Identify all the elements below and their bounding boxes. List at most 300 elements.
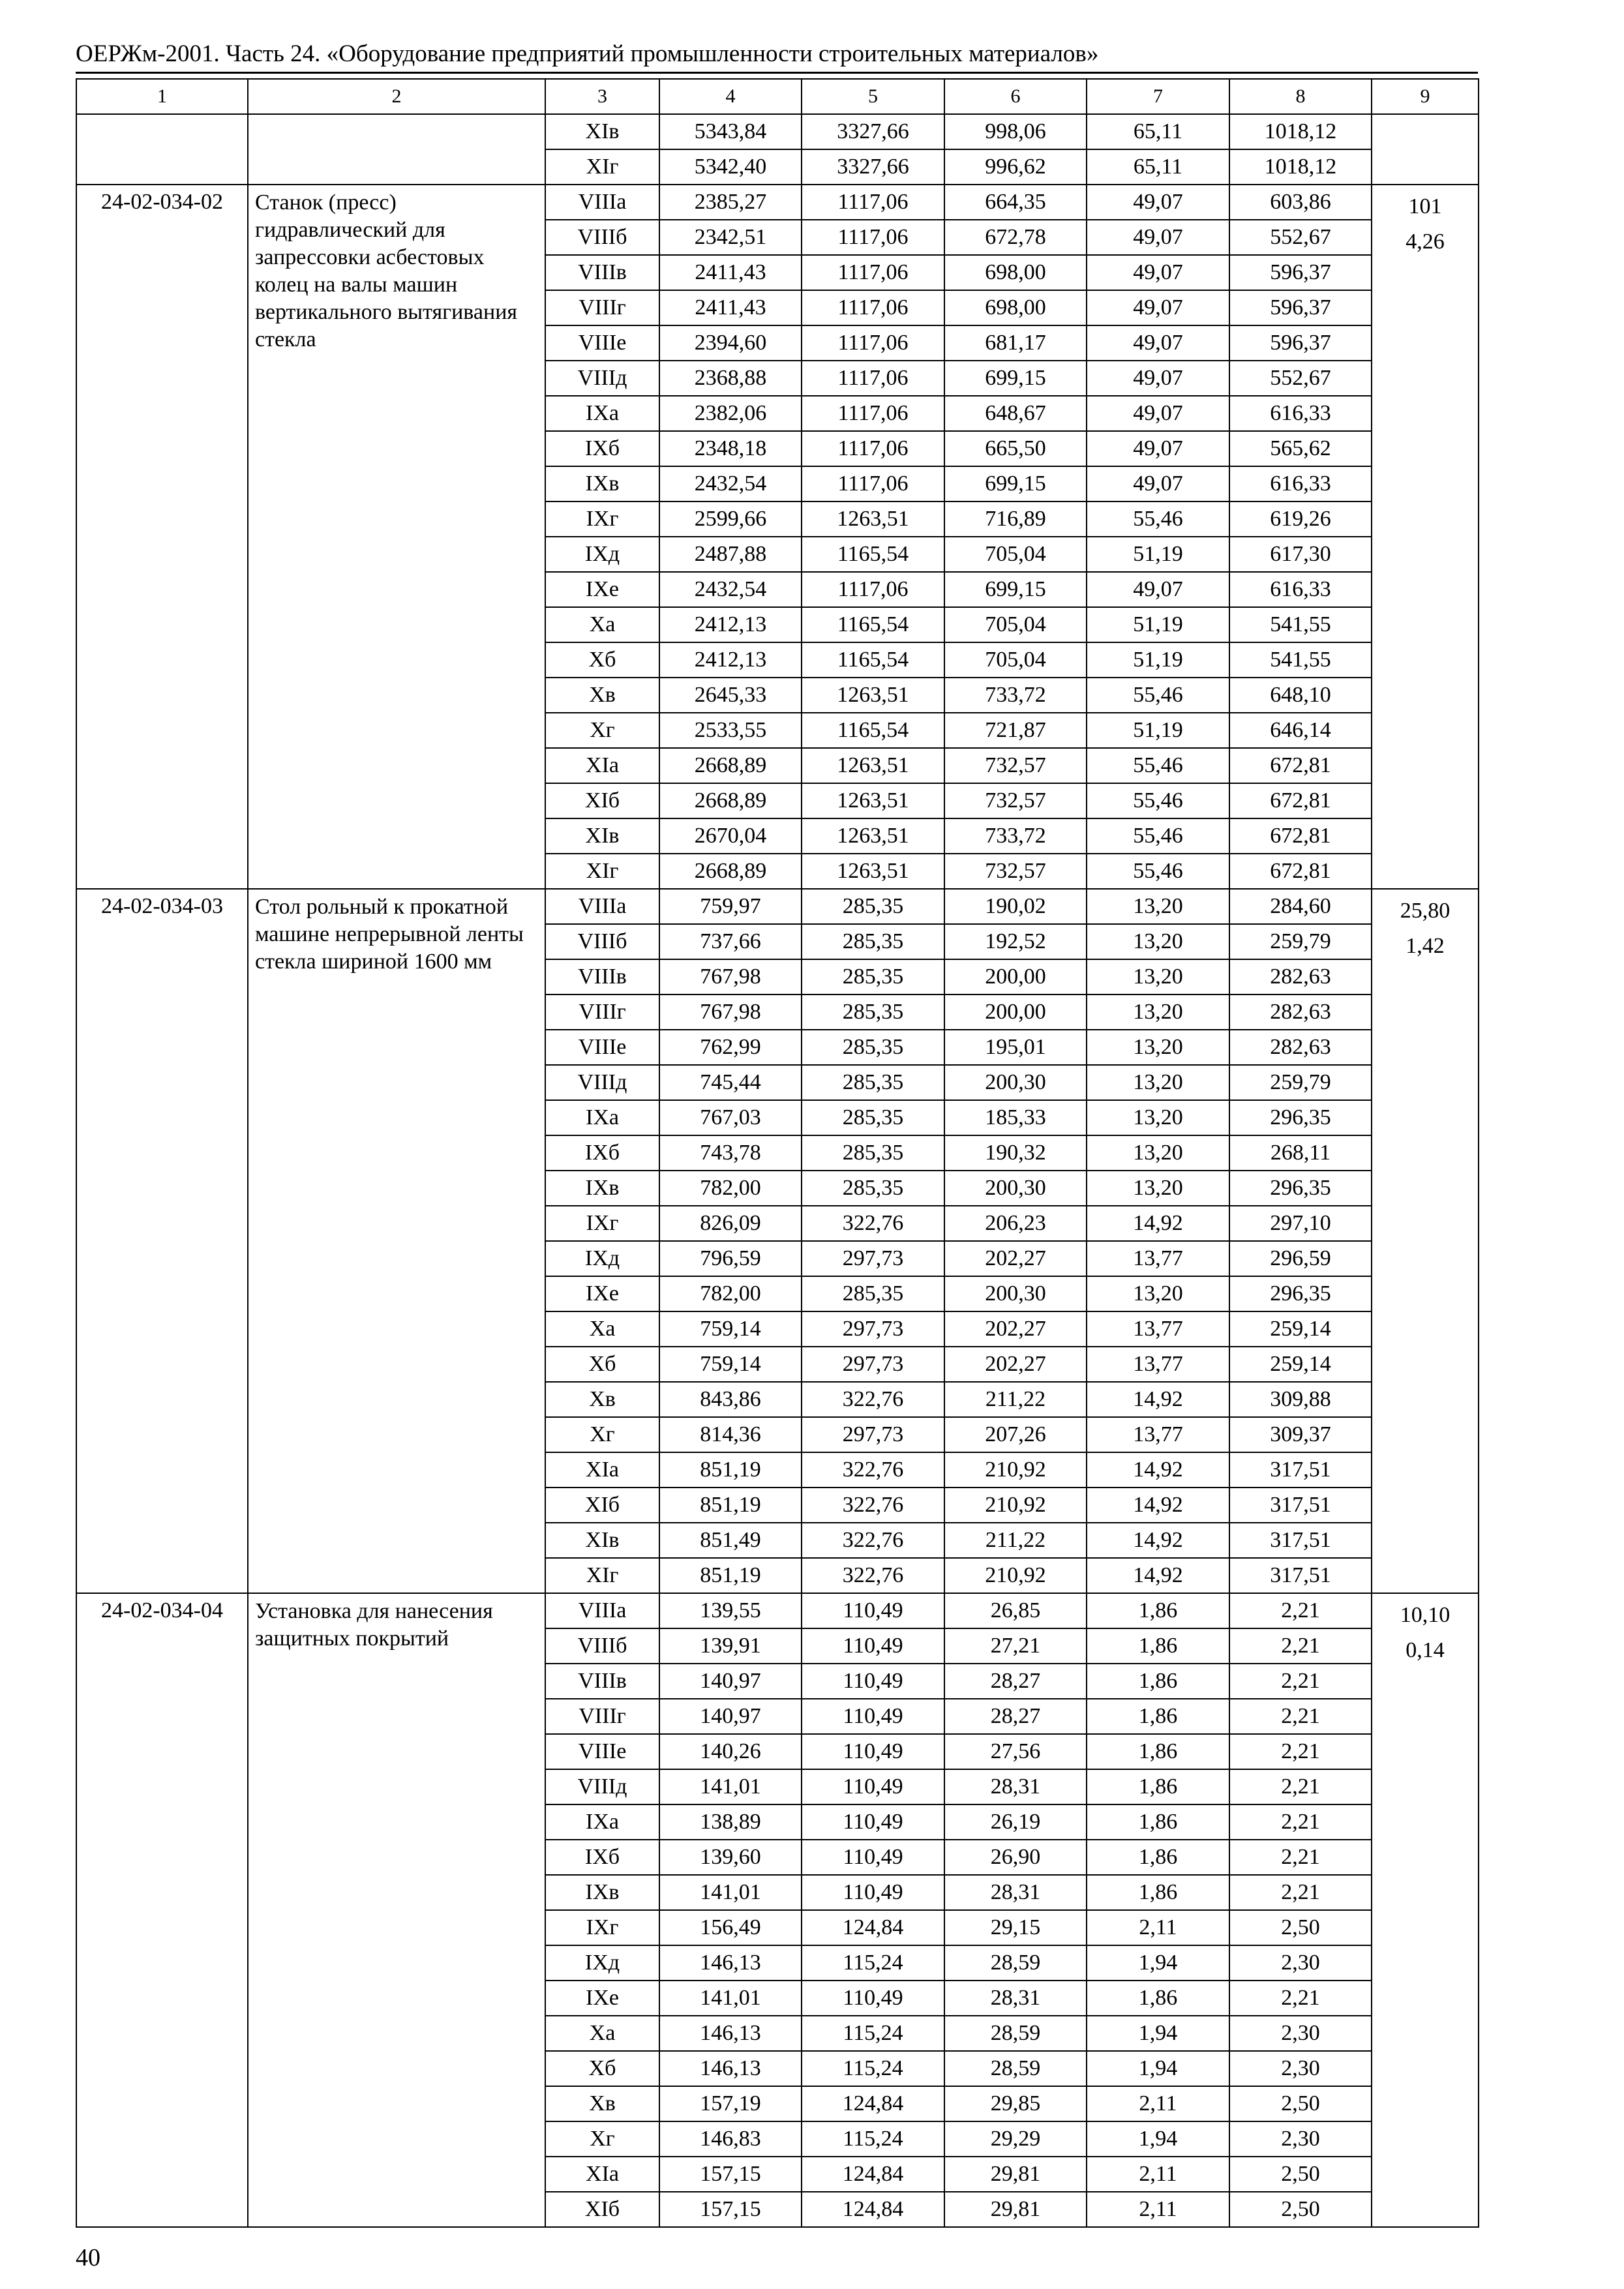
zone-cell: VIIIе: [545, 1734, 659, 1769]
value-cell: 5343,84: [659, 114, 802, 149]
zone-cell: VIIIг: [545, 1699, 659, 1734]
value-cell: 309,88: [1229, 1382, 1372, 1417]
value-cell: 767,98: [659, 995, 802, 1030]
value-cell: 2668,89: [659, 783, 802, 818]
value-cell: 1,86: [1087, 1804, 1229, 1840]
value-cell: 1,86: [1087, 1664, 1229, 1699]
zone-cell: Xг: [545, 713, 659, 748]
value-cell: 699,15: [944, 466, 1087, 501]
value-cell: 297,73: [802, 1417, 944, 1452]
value-cell: 13,20: [1087, 1100, 1229, 1135]
zone-cell: XIб: [545, 1488, 659, 1523]
value-cell: 1,86: [1087, 1734, 1229, 1769]
value-cell: 2487,88: [659, 537, 802, 572]
value-cell: 2412,13: [659, 642, 802, 678]
value-cell: 49,07: [1087, 325, 1229, 361]
zone-cell: XIв: [545, 818, 659, 854]
value-cell: 616,33: [1229, 466, 1372, 501]
value-cell: 2,50: [1229, 1910, 1372, 1945]
value-cell: 13,20: [1087, 1030, 1229, 1065]
zone-cell: XIа: [545, 2157, 659, 2192]
zone-cell: IXв: [545, 1875, 659, 1910]
zone-cell: XIа: [545, 748, 659, 783]
value-cell: 297,73: [802, 1311, 944, 1347]
value-cell: 55,46: [1087, 854, 1229, 889]
value-cell: 5342,40: [659, 149, 802, 185]
zone-cell: Xг: [545, 2121, 659, 2157]
value-cell: 110,49: [802, 1875, 944, 1910]
value-cell: 124,84: [802, 2086, 944, 2121]
zone-cell: VIIIв: [545, 255, 659, 290]
value-cell: 1,94: [1087, 2016, 1229, 2051]
value-cell: 2668,89: [659, 854, 802, 889]
value-cell: 285,35: [802, 1100, 944, 1135]
zone-cell: IXб: [545, 1135, 659, 1171]
value-cell: 1263,51: [802, 501, 944, 537]
value-cell: 2412,13: [659, 607, 802, 642]
column-9-values: [1372, 889, 1479, 1593]
value-cell: 672,81: [1229, 748, 1372, 783]
value-cell: 2,50: [1229, 2157, 1372, 2192]
zone-cell: IXд: [545, 1241, 659, 1276]
zone-cell: IXе: [545, 1276, 659, 1311]
value-cell: 26,90: [944, 1840, 1087, 1875]
value-cell: 297,10: [1229, 1206, 1372, 1241]
value-cell: 115,24: [802, 2051, 944, 2086]
zone-cell: IXв: [545, 466, 659, 501]
value-cell: 3327,66: [802, 149, 944, 185]
value-cell: 110,49: [802, 1664, 944, 1699]
zone-cell: VIIIд: [545, 1769, 659, 1804]
value-cell: 552,67: [1229, 361, 1372, 396]
value-cell: 851,19: [659, 1488, 802, 1523]
value-cell: 552,67: [1229, 220, 1372, 255]
value-cell: 28,59: [944, 1945, 1087, 1981]
value-cell: 202,27: [944, 1311, 1087, 1347]
value-cell: 49,07: [1087, 185, 1229, 220]
value-cell: 297,73: [802, 1347, 944, 1382]
value-cell: 285,35: [802, 1171, 944, 1206]
zone-cell: Xб: [545, 2051, 659, 2086]
value-cell: 646,14: [1229, 713, 1372, 748]
value-cell: 851,19: [659, 1558, 802, 1593]
value-cell: 2342,51: [659, 220, 802, 255]
value-cell: 1018,12: [1229, 149, 1372, 185]
value-cell: 211,22: [944, 1382, 1087, 1417]
value-cell: 1263,51: [802, 818, 944, 854]
value-cell: 200,30: [944, 1171, 1087, 1206]
value-cell: 648,67: [944, 396, 1087, 431]
column-9-value: 25,80: [1400, 899, 1451, 923]
value-cell: 2533,55: [659, 713, 802, 748]
value-cell: 28,27: [944, 1699, 1087, 1734]
value-cell: 2,50: [1229, 2192, 1372, 2227]
value-cell: 317,51: [1229, 1452, 1372, 1488]
equipment-name: Станок (пресс) гидравлический для запрессовки асбестовых колец на валы машин вертикального вытягивания стекла: [248, 185, 545, 889]
table-row: [76, 185, 1479, 220]
column-9-value: 1,42: [1406, 934, 1445, 958]
value-cell: 110,49: [802, 1840, 944, 1875]
zone-cell: IXб: [545, 431, 659, 466]
value-cell: 296,59: [1229, 1241, 1372, 1276]
value-cell: 322,76: [802, 1558, 944, 1593]
value-cell: 1,86: [1087, 1840, 1229, 1875]
value-cell: 1,86: [1087, 1769, 1229, 1804]
value-cell: 1,94: [1087, 1945, 1229, 1981]
value-cell: 26,85: [944, 1593, 1087, 1628]
value-cell: 13,77: [1087, 1311, 1229, 1347]
value-cell: 732,57: [944, 854, 1087, 889]
value-cell: 13,77: [1087, 1241, 1229, 1276]
value-cell: 185,33: [944, 1100, 1087, 1135]
value-cell: 322,76: [802, 1523, 944, 1558]
column-9-value: 0,14: [1406, 1638, 1445, 1662]
value-cell: 49,07: [1087, 431, 1229, 466]
value-cell: 195,01: [944, 1030, 1087, 1065]
value-cell: 681,17: [944, 325, 1087, 361]
value-cell: 139,91: [659, 1628, 802, 1664]
value-cell: 2670,04: [659, 818, 802, 854]
value-cell: 28,31: [944, 1981, 1087, 2016]
value-cell: 1117,06: [802, 396, 944, 431]
value-cell: 1,86: [1087, 1699, 1229, 1734]
value-cell: 699,15: [944, 572, 1087, 607]
value-cell: 716,89: [944, 501, 1087, 537]
value-cell: 541,55: [1229, 607, 1372, 642]
value-cell: 13,77: [1087, 1417, 1229, 1452]
value-cell: 1117,06: [802, 466, 944, 501]
zone-cell: XIг: [545, 854, 659, 889]
value-cell: 2,30: [1229, 2121, 1372, 2157]
value-cell: 157,15: [659, 2157, 802, 2192]
zone-cell: VIIIв: [545, 1664, 659, 1699]
value-cell: 285,35: [802, 1065, 944, 1100]
value-cell: 1,86: [1087, 1981, 1229, 2016]
value-cell: 110,49: [802, 1769, 944, 1804]
value-cell: 782,00: [659, 1171, 802, 1206]
value-cell: 138,89: [659, 1804, 802, 1840]
zone-cell: Xа: [545, 607, 659, 642]
value-cell: 285,35: [802, 924, 944, 959]
column-9-value: 4,26: [1406, 230, 1445, 254]
value-cell: 2,30: [1229, 2051, 1372, 2086]
value-cell: 1263,51: [802, 783, 944, 818]
value-cell: 2,11: [1087, 2157, 1229, 2192]
value-cell: 2,11: [1087, 2086, 1229, 2121]
value-cell: 124,84: [802, 2157, 944, 2192]
value-cell: 322,76: [802, 1488, 944, 1523]
value-cell: 202,27: [944, 1347, 1087, 1382]
value-cell: 190,32: [944, 1135, 1087, 1171]
value-cell: 55,46: [1087, 783, 1229, 818]
rates-table: [76, 78, 1479, 2228]
zone-cell: VIIIб: [545, 924, 659, 959]
value-cell: 1,86: [1087, 1628, 1229, 1664]
value-cell: 65,11: [1087, 149, 1229, 185]
value-cell: 2,21: [1229, 1628, 1372, 1664]
value-cell: 665,50: [944, 431, 1087, 466]
zone-cell: Xб: [545, 1347, 659, 1382]
column-number: 6: [944, 79, 1087, 114]
value-cell: 733,72: [944, 818, 1087, 854]
value-cell: 55,46: [1087, 678, 1229, 713]
value-cell: 2382,06: [659, 396, 802, 431]
value-cell: 13,20: [1087, 1171, 1229, 1206]
value-cell: 596,37: [1229, 255, 1372, 290]
zone-cell: VIIIв: [545, 959, 659, 995]
value-cell: 617,30: [1229, 537, 1372, 572]
value-cell: 737,66: [659, 924, 802, 959]
value-cell: 1,94: [1087, 2121, 1229, 2157]
value-cell: 732,57: [944, 783, 1087, 818]
zone-cell: Xа: [545, 2016, 659, 2051]
value-cell: 146,13: [659, 2016, 802, 2051]
column-number: 2: [248, 79, 545, 114]
value-cell: 648,10: [1229, 678, 1372, 713]
value-cell: 2,21: [1229, 1593, 1372, 1628]
value-cell: 27,21: [944, 1628, 1087, 1664]
value-cell: 2,30: [1229, 2016, 1372, 2051]
value-cell: 745,44: [659, 1065, 802, 1100]
value-cell: 2599,66: [659, 501, 802, 537]
zone-cell: XIг: [545, 149, 659, 185]
value-cell: 843,86: [659, 1382, 802, 1417]
value-cell: 2432,54: [659, 572, 802, 607]
value-cell: 851,49: [659, 1523, 802, 1558]
value-cell: 141,01: [659, 1981, 802, 2016]
value-cell: 1263,51: [802, 678, 944, 713]
value-cell: 115,24: [802, 2121, 944, 2157]
value-cell: 29,15: [944, 1910, 1087, 1945]
value-cell: 759,14: [659, 1311, 802, 1347]
value-cell: 2,21: [1229, 1769, 1372, 1804]
value-cell: 2,21: [1229, 1699, 1372, 1734]
zone-cell: VIIIа: [545, 185, 659, 220]
value-cell: 672,81: [1229, 818, 1372, 854]
value-cell: 49,07: [1087, 572, 1229, 607]
value-cell: 733,72: [944, 678, 1087, 713]
value-cell: 309,37: [1229, 1417, 1372, 1452]
value-cell: 296,35: [1229, 1171, 1372, 1206]
zone-cell: IXа: [545, 1804, 659, 1840]
value-cell: 2645,33: [659, 678, 802, 713]
zone-cell: Xв: [545, 1382, 659, 1417]
value-cell: 2,21: [1229, 1804, 1372, 1840]
value-cell: 732,57: [944, 748, 1087, 783]
value-cell: 759,14: [659, 1347, 802, 1382]
value-cell: 49,07: [1087, 220, 1229, 255]
value-cell: 14,92: [1087, 1558, 1229, 1593]
value-cell: 672,81: [1229, 783, 1372, 818]
value-cell: 28,59: [944, 2016, 1087, 2051]
value-cell: 762,99: [659, 1030, 802, 1065]
column-number: 7: [1087, 79, 1229, 114]
code-cell-empty: [76, 114, 248, 185]
value-cell: 2,50: [1229, 2086, 1372, 2121]
zone-cell: IXе: [545, 572, 659, 607]
value-cell: 285,35: [802, 889, 944, 924]
page-header-title: ОЕРЖм-2001. Часть 24. «Оборудование предприятий промышленности строительных материалов»: [76, 40, 1099, 67]
value-cell: 317,51: [1229, 1523, 1372, 1558]
value-cell: 1117,06: [802, 361, 944, 396]
column-9-value: 10,10: [1400, 1603, 1451, 1627]
value-cell: 705,04: [944, 537, 1087, 572]
column-number: 3: [545, 79, 659, 114]
value-cell: 210,92: [944, 1558, 1087, 1593]
zone-cell: IXг: [545, 501, 659, 537]
value-cell: 767,98: [659, 959, 802, 995]
zone-cell: VIIIб: [545, 1628, 659, 1664]
zone-cell: IXе: [545, 1981, 659, 2016]
value-cell: 1165,54: [802, 713, 944, 748]
value-cell: 110,49: [802, 1804, 944, 1840]
value-cell: 596,37: [1229, 290, 1372, 325]
value-cell: 259,79: [1229, 924, 1372, 959]
value-cell: 110,49: [802, 1981, 944, 2016]
header-divider: [76, 72, 1478, 74]
zone-cell: IXб: [545, 1840, 659, 1875]
zone-cell: XIа: [545, 1452, 659, 1488]
value-cell: 285,35: [802, 959, 944, 995]
equipment-name: Установка для нанесения защитных покрытий: [248, 1593, 545, 2227]
value-cell: 141,01: [659, 1769, 802, 1804]
equipment-name: Стол рольный к прокатной машине непрерывной ленты стекла шириной 1600 мм: [248, 889, 545, 1593]
value-cell: 13,20: [1087, 1135, 1229, 1171]
value-cell: 2,11: [1087, 2192, 1229, 2227]
value-cell: 49,07: [1087, 290, 1229, 325]
value-cell: 2,21: [1229, 1981, 1372, 2016]
rate-code: 24-02-034-04: [76, 1593, 248, 2227]
value-cell: 565,62: [1229, 431, 1372, 466]
value-cell: 596,37: [1229, 325, 1372, 361]
value-cell: 1165,54: [802, 642, 944, 678]
value-cell: 200,00: [944, 959, 1087, 995]
value-cell: 110,49: [802, 1699, 944, 1734]
value-cell: 1263,51: [802, 854, 944, 889]
value-cell: 2,21: [1229, 1734, 1372, 1769]
value-cell: 51,19: [1087, 537, 1229, 572]
zone-cell: Xа: [545, 1311, 659, 1347]
column-number: 5: [802, 79, 944, 114]
value-cell: 672,81: [1229, 854, 1372, 889]
column-number: 8: [1229, 79, 1372, 114]
value-cell: 115,24: [802, 2016, 944, 2051]
value-cell: 317,51: [1229, 1558, 1372, 1593]
value-cell: 146,83: [659, 2121, 802, 2157]
value-cell: 285,35: [802, 1135, 944, 1171]
value-cell: 1117,06: [802, 185, 944, 220]
value-cell: 1,94: [1087, 2051, 1229, 2086]
value-cell: 211,22: [944, 1523, 1087, 1558]
value-cell: 28,27: [944, 1664, 1087, 1699]
value-cell: 603,86: [1229, 185, 1372, 220]
value-cell: 698,00: [944, 255, 1087, 290]
value-cell: 200,00: [944, 995, 1087, 1030]
value-cell: 285,35: [802, 1030, 944, 1065]
value-cell: 55,46: [1087, 501, 1229, 537]
zone-cell: XIб: [545, 783, 659, 818]
value-cell: 297,73: [802, 1241, 944, 1276]
value-cell: 14,92: [1087, 1452, 1229, 1488]
zone-cell: VIIIг: [545, 290, 659, 325]
value-cell: 322,76: [802, 1206, 944, 1241]
value-cell: 1,86: [1087, 1593, 1229, 1628]
value-cell: 705,04: [944, 607, 1087, 642]
zone-cell: VIIIе: [545, 325, 659, 361]
value-cell: 139,55: [659, 1593, 802, 1628]
zone-cell: VIIIг: [545, 995, 659, 1030]
value-cell: 259,14: [1229, 1311, 1372, 1347]
value-cell: 13,77: [1087, 1347, 1229, 1382]
zone-cell: Xв: [545, 678, 659, 713]
zone-cell: IXа: [545, 1100, 659, 1135]
zone-cell: IXв: [545, 1171, 659, 1206]
value-cell: 14,92: [1087, 1523, 1229, 1558]
value-cell: 2,21: [1229, 1875, 1372, 1910]
zone-cell: XIб: [545, 2192, 659, 2227]
value-cell: 139,60: [659, 1840, 802, 1875]
value-cell: 207,26: [944, 1417, 1087, 1452]
value-cell: 1018,12: [1229, 114, 1372, 149]
value-cell: 296,35: [1229, 1276, 1372, 1311]
zone-cell: IXд: [545, 537, 659, 572]
value-cell: 192,52: [944, 924, 1087, 959]
value-cell: 210,92: [944, 1488, 1087, 1523]
value-cell: 13,20: [1087, 995, 1229, 1030]
value-cell: 767,03: [659, 1100, 802, 1135]
table-row: [76, 889, 1479, 924]
value-cell: 664,35: [944, 185, 1087, 220]
value-cell: 14,92: [1087, 1382, 1229, 1417]
value-cell: 1117,06: [802, 290, 944, 325]
value-cell: 1165,54: [802, 537, 944, 572]
value-cell: 1263,51: [802, 748, 944, 783]
zone-cell: Xб: [545, 642, 659, 678]
value-cell: 268,11: [1229, 1135, 1372, 1171]
value-cell: 28,31: [944, 1875, 1087, 1910]
value-cell: 2,11: [1087, 1910, 1229, 1945]
value-cell: 65,11: [1087, 114, 1229, 149]
value-cell: 282,63: [1229, 995, 1372, 1030]
value-cell: 2,21: [1229, 1840, 1372, 1875]
value-cell: 140,26: [659, 1734, 802, 1769]
value-cell: 998,06: [944, 114, 1087, 149]
value-cell: 110,49: [802, 1734, 944, 1769]
value-cell: 157,15: [659, 2192, 802, 2227]
value-cell: 27,56: [944, 1734, 1087, 1769]
column-number: 9: [1372, 79, 1479, 114]
table-row: [76, 114, 1479, 149]
column-number-row: [76, 79, 1479, 114]
value-cell: 322,76: [802, 1452, 944, 1488]
value-cell: 616,33: [1229, 572, 1372, 607]
value-cell: 296,35: [1229, 1100, 1372, 1135]
value-cell: 49,07: [1087, 255, 1229, 290]
value-cell: 115,24: [802, 1945, 944, 1981]
value-cell: 110,49: [802, 1628, 944, 1664]
zone-cell: VIIIд: [545, 361, 659, 396]
value-cell: 996,62: [944, 149, 1087, 185]
value-cell: 317,51: [1229, 1488, 1372, 1523]
value-cell: 1117,06: [802, 220, 944, 255]
value-cell: 49,07: [1087, 361, 1229, 396]
zone-cell: VIIIд: [545, 1065, 659, 1100]
value-cell: 146,13: [659, 2051, 802, 2086]
value-cell: 124,84: [802, 1910, 944, 1945]
zone-cell: VIIIа: [545, 889, 659, 924]
value-cell: 782,00: [659, 1276, 802, 1311]
value-cell: 259,79: [1229, 1065, 1372, 1100]
